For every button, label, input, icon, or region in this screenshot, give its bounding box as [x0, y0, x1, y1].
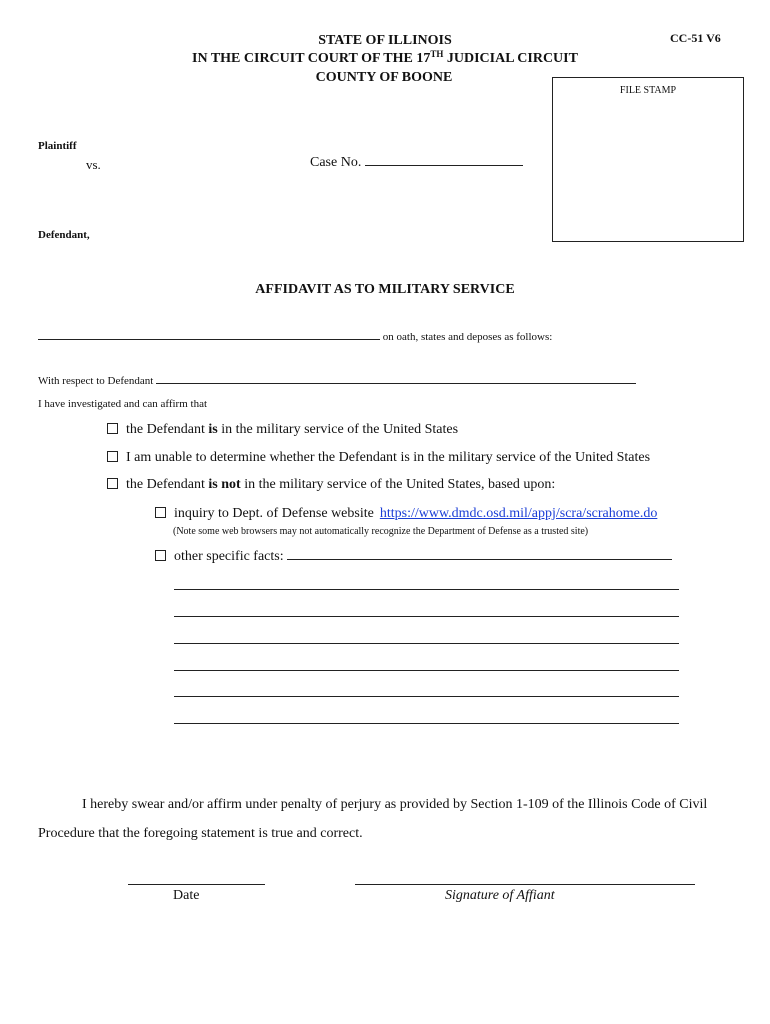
header-court-sup: TH — [430, 49, 444, 59]
signature-field[interactable] — [355, 884, 695, 885]
dod-website-link[interactable]: https://www.dmdc.osd.mil/appj/scra/scrahome.do — [379, 506, 658, 521]
header-state-text: STATE OF ILLINOIS — [318, 33, 452, 48]
file-stamp-box — [552, 77, 744, 242]
facts-line-4[interactable] — [174, 670, 679, 671]
date-label: Date — [173, 888, 200, 903]
opt1-post: in the military service of the United States — [217, 422, 459, 437]
defendant-label: Defendant, — [38, 229, 90, 241]
affiant-oath-line — [38, 331, 552, 343]
opt3-bold: is not — [208, 477, 241, 492]
checkbox-not-in-service[interactable] — [107, 478, 118, 489]
plaintiff-label: Plaintiff — [38, 140, 77, 152]
sub-option-dod-inquiry — [155, 506, 657, 522]
checkbox-dod-inquiry[interactable] — [155, 507, 166, 518]
perjury-statement: I hereby swear and/or affirm under penalty of perjury as provided by Section 1-109 of the Illinois Code of Civil Procedure that the foregoing statement is true and correct. — [38, 797, 708, 841]
file-stamp-label: FILE STAMP — [619, 85, 677, 96]
document-title: AFFIDAVIT AS TO MILITARY SERVICE — [255, 282, 515, 297]
case-number — [310, 155, 523, 171]
defendant-respect-line — [38, 375, 636, 387]
defendant-name-field[interactable] — [156, 382, 636, 384]
other-facts-text: other specific facts: — [174, 549, 288, 564]
other-facts-field[interactable] — [287, 558, 672, 560]
facts-line-3[interactable] — [174, 643, 679, 644]
checkbox-in-service[interactable] — [107, 423, 118, 434]
case-number-field[interactable] — [365, 164, 523, 166]
header-county-text: COUNTY OF BOONE — [315, 70, 453, 85]
form-code: CC-51 V6 — [670, 31, 721, 45]
header-state — [0, 33, 770, 49]
opt3-post: in the military service of the United States, based upon: — [240, 477, 556, 492]
affiant-name-field[interactable] — [38, 338, 380, 340]
option-unable-determine — [107, 450, 650, 466]
case-number-label: Case No. — [310, 155, 365, 170]
dod-note: (Note some web browsers may not automatically recognize the Department of Defense as a trusted site) — [173, 526, 589, 537]
dod-inquiry-text: inquiry to Dept. of Defense website — [174, 506, 374, 521]
sub-option-other-facts — [155, 549, 672, 565]
facts-line-6[interactable] — [174, 723, 679, 724]
checkbox-unable-determine[interactable] — [107, 451, 118, 462]
opt1-pre: the Defendant — [126, 422, 209, 437]
facts-line-5[interactable] — [174, 696, 679, 697]
header-court-post: JUDICIAL CIRCUIT — [443, 51, 578, 66]
header-court — [0, 51, 770, 67]
date-field[interactable] — [128, 884, 265, 885]
facts-line-2[interactable] — [174, 616, 679, 617]
investigated-text: I have investigated and can affirm that — [38, 398, 208, 410]
respect-text: With respect to Defendant — [38, 375, 157, 387]
opt2-text: I am unable to determine whether the Defendant is in the military service of the United States — [126, 450, 651, 465]
opt1-bold: is — [208, 422, 218, 437]
opt3-pre: the Defendant — [126, 477, 209, 492]
option-in-service — [107, 422, 458, 438]
vs-label: vs. — [86, 157, 101, 172]
header-court-pre: IN THE CIRCUIT COURT OF THE 17 — [192, 51, 431, 66]
signature-label: Signature of Affiant — [445, 888, 555, 903]
facts-line-1[interactable] — [174, 589, 679, 590]
oath-text: on oath, states and deposes as follows: — [380, 331, 553, 343]
option-not-in-service — [107, 477, 555, 493]
checkbox-other-facts[interactable] — [155, 550, 166, 561]
